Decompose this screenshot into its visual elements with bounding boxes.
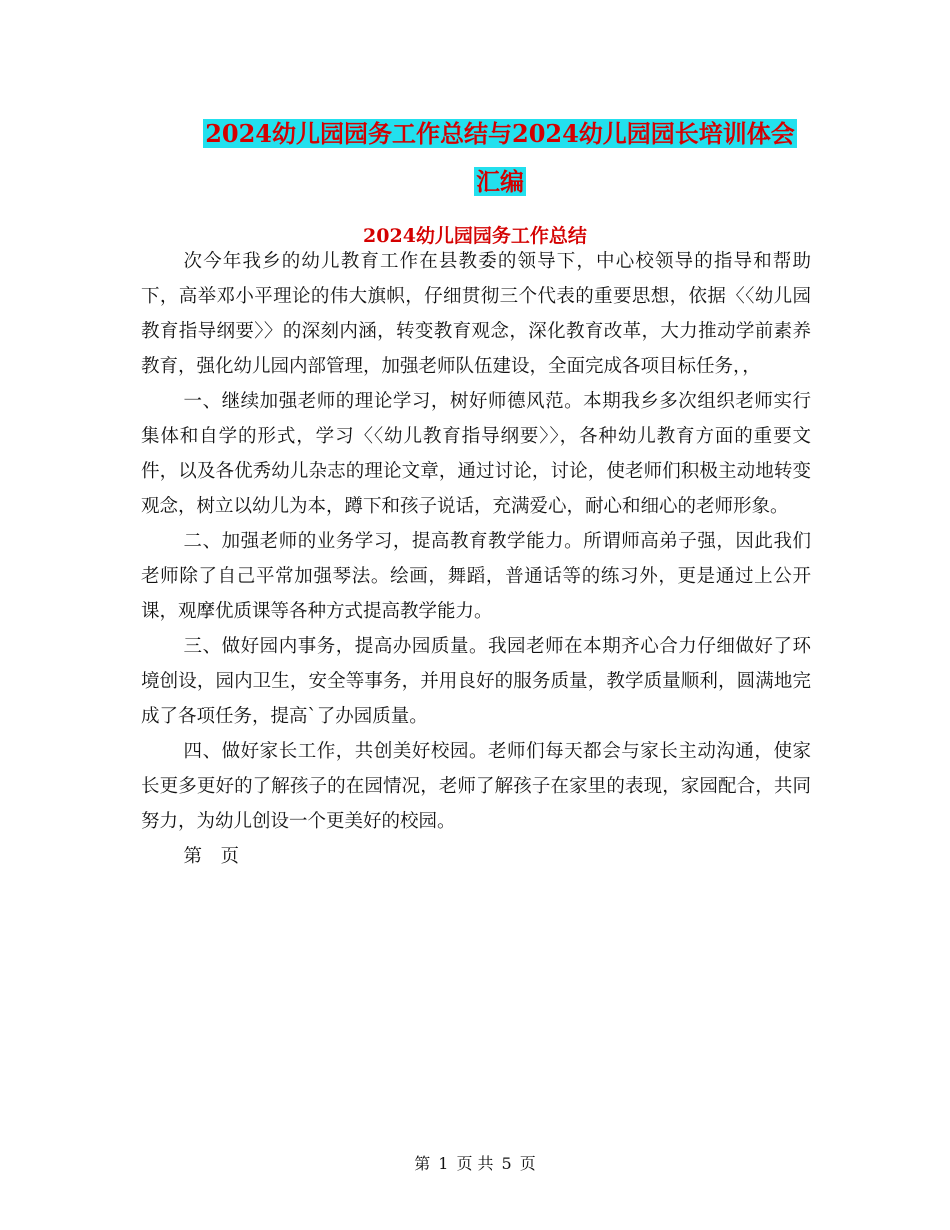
document-title-line-2: 汇编 (476, 167, 524, 196)
paragraph-intro: 次今年我乡的幼儿教育工作在县教委的领导下，中心校领导的指导和帮助下，高举邓小平理论的伟大旗帜，仔细贯彻三个代表的重要思想，依据〈〈幼儿园教育指导纲要〉〉的深刻内涵，转变教育观念，深化教育改革，大力推动学前素养教育，强化幼儿园内部管理，加强老师队伍建设，全面完成各项目标任务，， (141, 251, 811, 377)
footer-total-pages: 5 (501, 1154, 512, 1173)
document-title-line-1: 2024幼儿园园务工作总结与2024幼儿园园长培训体会 (205, 119, 795, 148)
footer-mid: 页 共 (456, 1154, 494, 1173)
footer-suffix: 页 (519, 1154, 536, 1173)
paragraph-1: 一、继续加强老师的理论学习，树好师德风范。本期我乡多次组织老师实行集体和自学的形式，学习〈〈幼儿教育指导纲要〉〉，各种幼儿教育方面的重要文件，以及各优秀幼儿杂志的理论文章，通过讨论，讨论，使老师们积极主动地转变观念，树立以幼儿为本，蹲下和孩子说话，充满爱心，耐心和细心的老师形象。 (141, 391, 811, 517)
paragraph-4: 四、做好家长工作，共创美好校园。老师们每天都会与家长主动沟通，使家长更多更好的了解孩子的在园情况，老师了解孩子在家里的表现，家园配合，共同努力，为幼儿创设一个更美好的校园。 (141, 741, 811, 832)
document-body (141, 244, 811, 874)
footer-page-number: 1 (438, 1154, 449, 1173)
document-title (140, 110, 860, 206)
section-title: 2024幼儿园园务工作总结 (363, 225, 587, 247)
paragraph-2: 二、加强老师的业务学习，提高教育教学能力。所谓师高弟子强，因此我们老师除了自己平常加强琴法。绘画，舞蹈，普通话等的练习外，更是通过上公开课，观摩优质课等各种方式提高教学能力。 (141, 531, 811, 622)
page-marker: 第 页 (183, 846, 240, 867)
paragraph-3: 三、做好园内事务，提高办园质量。我园老师在本期齐心合力仔细做好了环境创设，园内卫生，安全等事务，并用良好的服务质量，教学质量顺利，圆满地完成了各项任务，提高`了办园质量。 (141, 636, 811, 727)
page-footer (0, 1152, 950, 1176)
footer-prefix: 第 (414, 1154, 431, 1173)
